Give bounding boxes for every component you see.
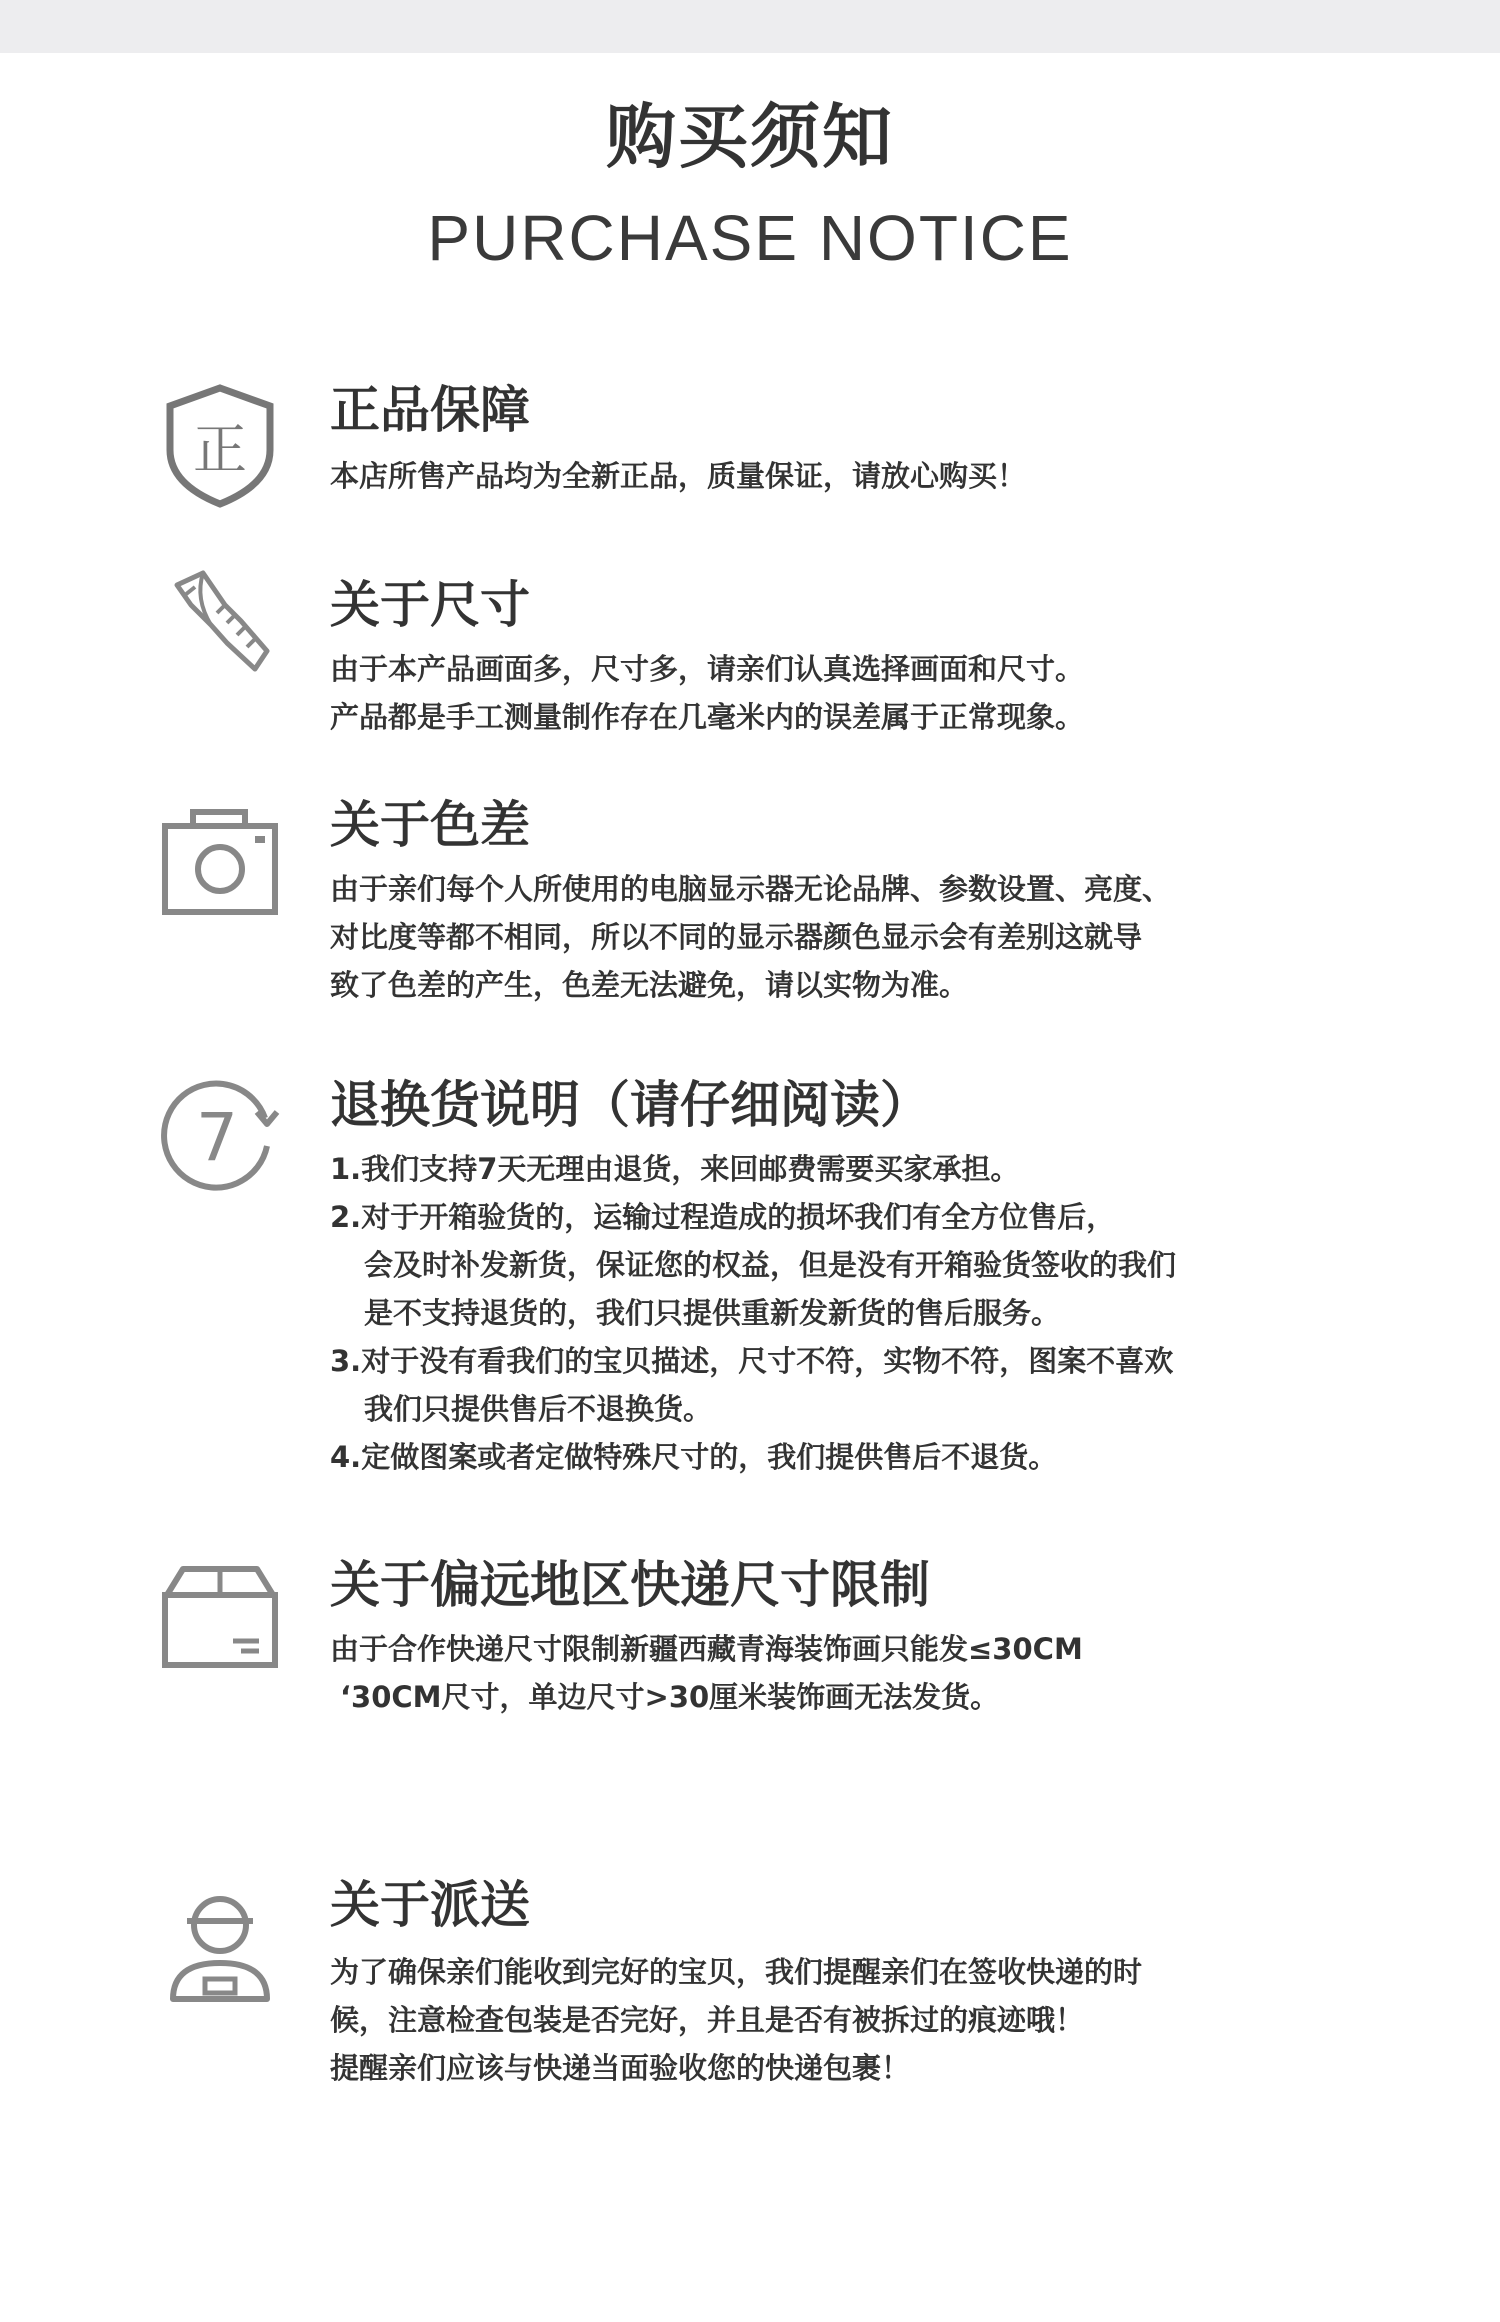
body-line: 由于亲们每个人所使用的电脑显示器无论品牌、参数设置、亮度、 [330, 872, 1172, 906]
svg-text:正: 正 [193, 418, 247, 481]
body-line: 由于本产品画面多，尺寸多，请亲们认真选择画面和尺寸。 [330, 652, 1085, 686]
section-title: 退换货说明（请仔细阅读） [330, 1076, 930, 1134]
body-line: ‘30CM尺寸，单边尺寸>30厘米装饰画无法发货。 [340, 1680, 1000, 1714]
page-subtitle: PURCHASE NOTICE [427, 202, 1073, 274]
body-line: 对比度等都不相同，所以不同的显示器颜色显示会有差别这就导 [330, 920, 1143, 954]
body-line: 4.定做图案或者定做特殊尺寸的，我们提供售后不退货。 [330, 1440, 1058, 1474]
section-title: 关于派送 [330, 1876, 530, 1934]
section-body [330, 1948, 1142, 2092]
body-line: 由于合作快递尺寸限制新疆西藏青海装饰画只能发≤30CM [330, 1632, 1083, 1666]
section-body [330, 645, 1084, 741]
body-line: 提醒亲们应该与快递当面验收您的快递包裹！ [330, 2051, 911, 2085]
body-line: 会及时补发新货，保证您的权益，但是没有开箱验货签收的我们 [364, 1248, 1177, 1282]
top-bar [0, 0, 1500, 53]
section-title: 关于尺寸 [330, 576, 530, 634]
seven-day-return-icon [155, 1070, 285, 1200]
body-line: 是不支持退货的，我们只提供重新发新货的售后服务。 [364, 1296, 1061, 1330]
body-line: 为了确保亲们能收到完好的宝贝，我们提醒亲们在签收快递的时 [330, 1955, 1143, 1989]
section-body [330, 865, 1171, 1009]
body-line: 1.我们支持7天无理由退货，来回邮费需要买家承担。 [330, 1152, 1020, 1186]
camera-icon [155, 798, 285, 928]
section-body [330, 1145, 1176, 1481]
body-line: 本店所售产品均为全新正品，质量保证，请放心购买！ [330, 459, 1027, 493]
section-body [330, 1625, 1083, 1721]
body-line: 3.对于没有看我们的宝贝描述，尺寸不符，实物不符，图案不喜欢 [330, 1344, 1174, 1378]
body-line: 候，注意检查包装是否完好，并且是否有被拆过的痕迹哦！ [330, 2003, 1085, 2037]
section-title: 关于色差 [330, 796, 530, 854]
body-line: 我们只提供售后不退换货。 [364, 1392, 713, 1426]
package-box-icon [155, 1555, 285, 1685]
section-title: 正品保障 [330, 381, 530, 439]
page-title: 购买须知 [606, 96, 894, 178]
section-title: 关于偏远地区快递尺寸限制 [330, 1556, 930, 1614]
body-line: 2.对于开箱验货的，运输过程造成的损坏我们有全方位售后， [330, 1200, 1116, 1234]
body-line: 产品都是手工测量制作存在几毫米内的误差属于正常现象。 [330, 700, 1085, 734]
tape-measure-icon [155, 565, 285, 695]
svg-text:7: 7 [196, 1099, 238, 1176]
delivery-person-icon [155, 1885, 285, 2015]
section-body [330, 452, 1026, 500]
body-line: 致了色差的产生，色差无法避免，请以实物为准。 [330, 968, 969, 1002]
shield-zheng-icon [155, 380, 285, 510]
